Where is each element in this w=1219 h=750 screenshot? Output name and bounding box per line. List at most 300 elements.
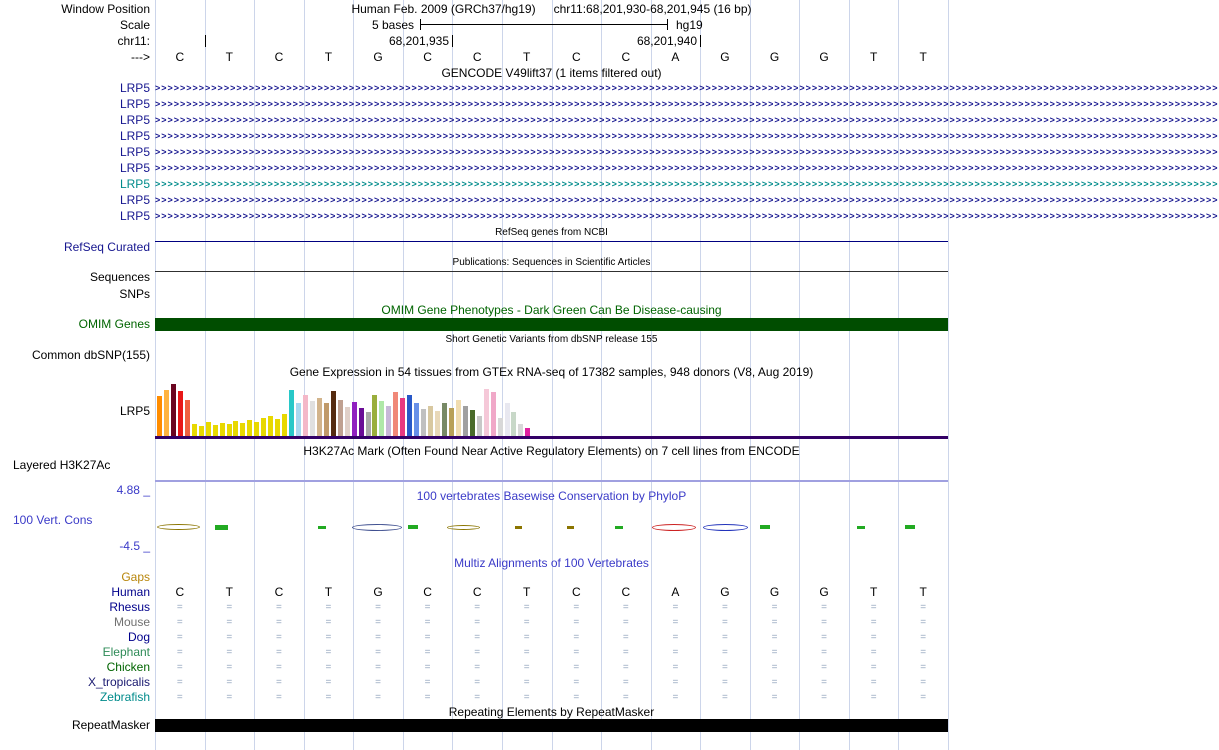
alignment-base: T [919, 585, 927, 599]
alignment-mark: = [176, 632, 183, 643]
alignment-mark: = [821, 602, 828, 613]
multiz-species-label[interactable]: Zebrafish [99, 690, 150, 704]
window-position-label: Window Position [61, 2, 150, 16]
alignment-mark: = [474, 662, 481, 673]
gencode-transcript-line[interactable]: >>>>>>>>>>>>>>>>>>>>>>>>>>>>>>>>>>>>>>>>>>>>>>>>>>>>>>>>>>>>>>>>>>>>>>>>>>>>>>>>>>>>>>>>>>>>>>>>>>>>>>>>>>>>>>>>>>>>>>>>>>>>>>>>>>>>>>>>>>>>>>>>>>>>>>>>>>>>>>>>>>>>>>>>>> [155, 163, 1219, 173]
alignment-base: T [869, 585, 878, 599]
alignment-mark: = [920, 662, 927, 673]
alignment-mark: = [920, 632, 927, 643]
gencode-transcript-line[interactable]: >>>>>>>>>>>>>>>>>>>>>>>>>>>>>>>>>>>>>>>>>>>>>>>>>>>>>>>>>>>>>>>>>>>>>>>>>>>>>>>>>>>>>>>>>>>>>>>>>>>>>>>>>>>>>>>>>>>>>>>>>>>>>>>>>>>>>>>>>>>>>>>>>>>>>>>>>>>>>>>>>>>>>>>>>> [155, 195, 1219, 205]
phylop-mark [515, 526, 522, 529]
repeatmasker-bar[interactable] [155, 719, 948, 732]
repeatmasker-label[interactable]: RepeatMasker [71, 718, 150, 732]
gencode-transcript-label[interactable]: LRP5 [119, 113, 150, 127]
gencode-transcript-row[interactable] [0, 192, 1219, 208]
sequences-label[interactable]: Sequences [89, 270, 150, 284]
alignment-mark: = [622, 617, 629, 628]
scale-assembly-label: hg19 [676, 18, 703, 32]
alignment-mark: = [474, 677, 481, 688]
h3k27ac-label[interactable]: Layered H3K27Ac [13, 458, 111, 472]
alignment-mark: = [870, 677, 877, 688]
base-row [0, 50, 950, 64]
gtex-tissue-bar[interactable] [261, 418, 266, 436]
gtex-tissue-bar[interactable] [233, 421, 238, 436]
alignment-base: T [324, 585, 333, 599]
alignment-mark: = [622, 632, 629, 643]
ruler-base: C [423, 50, 432, 64]
gtex-tissue-bar[interactable] [324, 403, 329, 436]
alignment-mark: = [325, 617, 332, 628]
gencode-transcript-label[interactable]: LRP5 [119, 81, 150, 95]
gencode-transcript-line[interactable]: >>>>>>>>>>>>>>>>>>>>>>>>>>>>>>>>>>>>>>>>>>>>>>>>>>>>>>>>>>>>>>>>>>>>>>>>>>>>>>>>>>>>>>>>>>>>>>>>>>>>>>>>>>>>>>>>>>>>>>>>>>>>>>>>>>>>>>>>>>>>>>>>>>>>>>>>>>>>>>>>>>>>>>>>>> [155, 147, 1219, 157]
gtex-tissue-bar[interactable] [289, 390, 294, 436]
gtex-tissue-bar[interactable] [470, 410, 475, 436]
scale-bar-line [421, 24, 667, 25]
phylop-mark [318, 526, 326, 529]
chrom-label: chr11: [117, 34, 150, 48]
multiz-row-zebrafish[interactable] [0, 690, 950, 705]
gtex-tissue-bar[interactable] [199, 426, 204, 436]
gencode-transcript-line[interactable]: >>>>>>>>>>>>>>>>>>>>>>>>>>>>>>>>>>>>>>>>>>>>>>>>>>>>>>>>>>>>>>>>>>>>>>>>>>>>>>>>>>>>>>>>>>>>>>>>>>>>>>>>>>>>>>>>>>>>>>>>>>>>>>>>>>>>>>>>>>>>>>>>>>>>>>>>>>>>>>>>>>>>>>>>>> [155, 131, 1219, 141]
omim-genes-bar[interactable] [155, 318, 948, 331]
gencode-transcript-label[interactable]: LRP5 [119, 209, 150, 223]
alignment-mark: = [275, 662, 282, 673]
alignment-mark: = [821, 662, 828, 673]
scale-bar [420, 19, 668, 30]
alignment-mark: = [870, 692, 877, 703]
gencode-transcript-row[interactable] [0, 160, 1219, 176]
publications-title[interactable]: Publications: Sequences in Scientific Articles [452, 257, 651, 268]
gencode-title[interactable]: GENCODE V49lift37 (1 items filtered out) [441, 66, 662, 80]
ruler-base: T [225, 50, 234, 64]
gencode-transcript-row[interactable] [0, 80, 1219, 96]
gtex-tissue-bar[interactable] [310, 401, 315, 436]
alignment-mark: = [573, 677, 580, 688]
ruler-tick [700, 35, 701, 47]
gtex-tissue-bar[interactable] [317, 398, 322, 436]
gtex-tissue-bar[interactable] [282, 414, 287, 436]
multiz-species-label[interactable]: X_tropicalis [87, 675, 150, 689]
alignment-mark: = [821, 677, 828, 688]
gencode-transcript-row[interactable] [0, 208, 1219, 224]
gtex-tissue-bar[interactable] [505, 403, 510, 436]
ruler-base: C [472, 50, 482, 64]
gtex-tissue-bar[interactable] [213, 425, 218, 436]
alignment-mark: = [424, 677, 431, 688]
alignment-mark: = [622, 647, 629, 658]
alignment-mark: = [672, 602, 679, 613]
alignment-mark: = [622, 602, 629, 613]
alignment-mark: = [375, 632, 381, 643]
alignment-mark: = [424, 602, 431, 613]
phylop-mark [905, 525, 915, 529]
alignment-base: G [819, 585, 829, 599]
gtex-tissue-bar[interactable] [525, 428, 530, 436]
gtex-tissue-bar[interactable] [366, 412, 371, 436]
alignment-mark: = [523, 662, 530, 673]
ruler-base: T [869, 50, 878, 64]
multiz-title[interactable]: Multiz Alignments of 100 Vertebrates [454, 556, 649, 570]
multiz-species-label[interactable]: Elephant [102, 645, 150, 659]
phylop-title[interactable]: 100 vertebrates Basewise Conservation by PhyloP [416, 489, 687, 503]
gtex-tissue-bar[interactable] [220, 423, 225, 436]
alignment-mark: = [573, 632, 580, 643]
gencode-transcript-row[interactable] [0, 144, 1219, 160]
gtex-tissue-bar[interactable] [379, 401, 384, 436]
multiz-species-label[interactable]: Dog [127, 630, 150, 644]
ruler-base: G [769, 50, 780, 64]
ruler-base: T [919, 50, 927, 64]
phylop-mark [760, 525, 770, 529]
alignment-mark: = [474, 632, 481, 643]
gtex-tissue-bar[interactable] [157, 396, 162, 436]
gtex-tissue-bar[interactable] [171, 384, 176, 436]
gtex-tissue-bar[interactable] [386, 406, 391, 436]
alignment-mark: = [722, 617, 728, 628]
alignment-mark: = [523, 602, 530, 613]
alignment-mark: = [176, 617, 183, 628]
alignment-mark: = [375, 617, 381, 628]
alignment-base: C [621, 585, 631, 599]
gtex-tissue-bar[interactable] [254, 422, 259, 436]
gencode-transcript-label[interactable]: LRP5 [119, 129, 150, 143]
alignment-mark: = [325, 692, 332, 703]
alignment-mark: = [722, 632, 728, 643]
alignment-mark: = [771, 632, 778, 643]
alignment-mark: = [771, 617, 778, 628]
alignment-mark: = [771, 602, 778, 613]
gtex-tissue-bar[interactable] [518, 424, 523, 436]
gencode-transcript-label[interactable]: LRP5 [119, 97, 150, 111]
gtex-title[interactable]: Gene Expression in 54 tissues from GTEx RNA-seq of 17382 samples, 948 donors (V8, Aug 2019) [289, 365, 814, 379]
alignment-mark: = [622, 692, 629, 703]
alignment-mark: = [573, 602, 580, 613]
omim-genes-label[interactable]: OMIM Genes [78, 317, 150, 331]
ruler-base: A [671, 50, 680, 64]
alignment-mark: = [176, 602, 183, 613]
gtex-tissue-bar[interactable] [268, 416, 273, 436]
gtex-tissue-bar[interactable] [240, 423, 245, 436]
alignment-mark: = [722, 677, 728, 688]
alignment-mark: = [672, 677, 679, 688]
gtex-tissue-bar[interactable] [185, 400, 190, 436]
dbsnp-label[interactable]: Common dbSNP(155) [31, 348, 150, 362]
alignment-mark: = [870, 662, 877, 673]
phylop-max-label: 4.88 _ [116, 483, 150, 497]
alignment-mark: = [424, 692, 431, 703]
multiz-species-label[interactable]: Gaps [121, 570, 150, 584]
alignment-mark: = [325, 602, 332, 613]
gtex-tissue-bar[interactable] [414, 403, 419, 436]
gencode-transcript-line[interactable]: >>>>>>>>>>>>>>>>>>>>>>>>>>>>>>>>>>>>>>>>>>>>>>>>>>>>>>>>>>>>>>>>>>>>>>>>>>>>>>>>>>>>>>>>>>>>>>>>>>>>>>>>>>>>>>>>>>>>>>>>>>>>>>>>>>>>>>>>>>>>>>>>>>>>>>>>>>>>>>>>>>>>>>>>>> [155, 99, 1219, 109]
gtex-tissue-bar[interactable] [352, 402, 357, 436]
alignment-base: C [423, 585, 432, 599]
ruler-coordinate: 68,201,935 [388, 34, 449, 48]
alignment-base: C [274, 585, 284, 599]
alignment-mark: = [275, 677, 282, 688]
alignment-mark: = [474, 647, 481, 658]
gtex-tissue-bar[interactable] [511, 412, 516, 436]
alignment-mark: = [821, 647, 828, 658]
alignment-mark: = [176, 647, 183, 658]
omim-title[interactable]: OMIM Gene Phenotypes - Dark Green Can Be Disease-causing [381, 303, 722, 317]
snps-label[interactable]: SNPs [119, 287, 150, 301]
multiz-row-mouse[interactable] [0, 615, 950, 630]
multiz-species-label[interactable]: Mouse [113, 615, 150, 629]
alignment-mark: = [523, 647, 530, 658]
gencode-transcript-line[interactable]: >>>>>>>>>>>>>>>>>>>>>>>>>>>>>>>>>>>>>>>>>>>>>>>>>>>>>>>>>>>>>>>>>>>>>>>>>>>>>>>>>>>>>>>>>>>>>>>>>>>>>>>>>>>>>>>>>>>>>>>>>>>>>>>>>>>>>>>>>>>>>>>>>>>>>>>>>>>>>>>>>>>>>>>>>> [155, 83, 1219, 93]
gtex-tissue-bar[interactable] [442, 403, 447, 436]
alignment-mark: = [226, 602, 233, 613]
alignment-base: T [523, 585, 531, 599]
multiz-row-gaps[interactable] [0, 570, 950, 585]
gtex-tissue-bar[interactable] [407, 395, 412, 436]
alignment-mark: = [870, 602, 877, 613]
alignment-mark: = [573, 647, 580, 658]
alignment-mark: = [474, 617, 481, 628]
alignment-mark: = [920, 677, 927, 688]
gtex-tissue-bar[interactable] [296, 403, 301, 436]
phylop-mark [652, 524, 696, 531]
alignment-mark: = [275, 602, 282, 613]
gencode-transcript-label[interactable]: LRP5 [119, 177, 150, 191]
ruler-base: C [621, 50, 631, 64]
alignment-mark: = [226, 662, 233, 673]
alignment-mark: = [870, 617, 877, 628]
ruler-base: G [373, 50, 383, 64]
gtex-gene-label[interactable]: LRP5 [119, 404, 150, 418]
alignment-mark: = [275, 692, 282, 703]
refseq-curated-label[interactable]: RefSeq Curated [63, 240, 150, 254]
alignment-mark: = [672, 647, 679, 658]
gtex-tissue-bar[interactable] [227, 424, 232, 436]
h3k27ac-signal-line[interactable] [155, 480, 948, 482]
ruler-coordinate: 68,201,940 [636, 34, 697, 48]
alignment-mark: = [722, 662, 728, 673]
gtex-tissue-bar[interactable] [491, 392, 496, 436]
alignment-mark: = [573, 617, 580, 628]
gencode-transcript-label[interactable]: LRP5 [119, 161, 150, 175]
multiz-rows[interactable] [0, 570, 950, 705]
alignment-mark: = [176, 677, 183, 688]
gtex-tissue-bar[interactable] [456, 400, 461, 436]
gencode-transcript-row[interactable] [0, 176, 1219, 192]
gencode-transcript-row[interactable] [0, 128, 1219, 144]
alignment-mark: = [226, 677, 233, 688]
alignment-mark: = [325, 647, 332, 658]
gtex-tissue-bar[interactable] [372, 395, 377, 436]
alignment-mark: = [771, 647, 778, 658]
gtex-bar-chart[interactable] [155, 383, 948, 436]
position-range: chr11:68,201,930-68,201,945 (16 bp) [553, 2, 752, 16]
phylop-min-label: -4.5 _ [119, 539, 150, 553]
multiz-row-rhesus[interactable] [0, 600, 950, 615]
ruler-base: C [274, 50, 284, 64]
multiz-species-label[interactable]: Chicken [106, 660, 150, 674]
ruler-base: T [523, 50, 531, 64]
alignment-mark: = [771, 692, 778, 703]
alignment-mark: = [771, 677, 778, 688]
phylop-label[interactable]: 100 Vert. Cons [13, 513, 93, 527]
alignment-mark: = [722, 692, 728, 703]
gtex-tissue-bar[interactable] [428, 406, 433, 436]
multiz-species-label[interactable]: Rhesus [109, 600, 150, 614]
ruler [0, 34, 950, 47]
alignment-mark: = [920, 647, 927, 658]
refseq-gene-line[interactable] [155, 241, 948, 242]
scale-label: Scale [119, 18, 150, 32]
gtex-tissue-bar[interactable] [449, 408, 454, 436]
alignment-mark: = [920, 602, 927, 613]
alignment-base: G [373, 585, 383, 599]
gtex-tissue-bar[interactable] [498, 418, 503, 436]
alignment-mark: = [176, 692, 183, 703]
multiz-row-x_tropicalis[interactable] [0, 675, 950, 690]
gencode-transcript-label[interactable]: LRP5 [119, 193, 150, 207]
gencode-transcript-line[interactable]: >>>>>>>>>>>>>>>>>>>>>>>>>>>>>>>>>>>>>>>>>>>>>>>>>>>>>>>>>>>>>>>>>>>>>>>>>>>>>>>>>>>>>>>>>>>>>>>>>>>>>>>>>>>>>>>>>>>>>>>>>>>>>>>>>>>>>>>>>>>>>>>>>>>>>>>>>>>>>>>>>>>>>>>>>> [155, 115, 1219, 125]
gtex-tissue-bar[interactable] [484, 389, 489, 436]
gtex-tissue-bar[interactable] [345, 407, 350, 436]
gtex-tissue-bar[interactable] [359, 408, 364, 436]
gtex-tissue-bar[interactable] [435, 411, 440, 436]
phylop-mark [352, 524, 402, 531]
alignment-mark: = [870, 647, 877, 658]
alignment-base: G [720, 585, 730, 599]
alignment-mark: = [226, 692, 233, 703]
gtex-tissue-bar[interactable] [206, 422, 211, 436]
gencode-items[interactable] [0, 80, 1219, 224]
multiz-row-human[interactable] [0, 585, 950, 600]
alignment-mark: = [870, 632, 877, 643]
alignment-mark: = [375, 647, 381, 658]
alignment-mark: = [821, 692, 828, 703]
alignment-mark: = [424, 617, 431, 628]
alignment-base: G [769, 585, 780, 599]
phylop-mark [408, 525, 418, 529]
alignment-mark: = [920, 617, 927, 628]
ruler-base: C [571, 50, 581, 64]
alignment-mark: = [275, 632, 282, 643]
alignment-mark: = [325, 677, 332, 688]
gencode-transcript-line[interactable]: >>>>>>>>>>>>>>>>>>>>>>>>>>>>>>>>>>>>>>>>>>>>>>>>>>>>>>>>>>>>>>>>>>>>>>>>>>>>>>>>>>>>>>>>>>>>>>>>>>>>>>>>>>>>>>>>>>>>>>>>>>>>>>>>>>>>>>>>>>>>>>>>>>>>>>>>>>>>>>>>>>>>>>>>>> [155, 211, 1219, 221]
gtex-tissue-bar[interactable] [463, 406, 468, 436]
gtex-tissue-bar[interactable] [247, 420, 252, 436]
phylop-signal-area[interactable] [155, 503, 948, 549]
alignment-base: C [472, 585, 482, 599]
h3k27ac-title[interactable]: H3K27Ac Mark (Often Found Near Active Regulatory Elements) on 7 cell lines from ENCODE [303, 444, 800, 458]
alignment-mark: = [424, 662, 431, 673]
gtex-tissue-bar[interactable] [164, 390, 169, 436]
gtex-tissue-bar[interactable] [192, 424, 197, 436]
multiz-row-chicken[interactable] [0, 660, 950, 675]
gtex-tissue-bar[interactable] [393, 392, 398, 436]
phylop-mark [157, 524, 200, 530]
gtex-tissue-bar[interactable] [178, 391, 183, 436]
alignment-mark: = [523, 632, 530, 643]
gtex-tissue-bar[interactable] [477, 416, 482, 436]
gencode-transcript-row[interactable] [0, 96, 1219, 112]
alignment-base: A [671, 585, 680, 599]
ruler-base: C [175, 50, 185, 64]
gencode-transcript-row[interactable] [0, 112, 1219, 128]
ruler-base: T [324, 50, 333, 64]
alignment-mark: = [523, 617, 530, 628]
alignment-mark: = [722, 602, 728, 613]
phylop-mark [703, 524, 748, 531]
alignment-mark: = [176, 662, 183, 673]
alignment-mark: = [573, 692, 580, 703]
alignment-mark: = [275, 617, 282, 628]
alignment-mark: = [375, 692, 381, 703]
alignment-mark: = [821, 632, 828, 643]
alignment-mark: = [920, 692, 927, 703]
gtex-tissue-bar[interactable] [275, 419, 280, 436]
alignment-base: T [225, 585, 234, 599]
ruler-base: G [819, 50, 829, 64]
alignment-mark: = [672, 632, 679, 643]
alignment-mark: = [672, 617, 679, 628]
multiz-row-dog[interactable] [0, 630, 950, 645]
alignment-mark: = [474, 602, 481, 613]
alignment-mark: = [424, 632, 431, 643]
repeatmasker-title[interactable]: Repeating Elements by RepeatMasker [448, 705, 655, 719]
window-position-title [155, 2, 948, 16]
gtex-tissue-bar[interactable] [338, 400, 343, 436]
alignment-mark: = [275, 647, 282, 658]
alignment-mark: = [375, 677, 381, 688]
scale-bases-label: 5 bases [371, 18, 414, 32]
alignment-mark: = [226, 632, 233, 643]
gtex-tissue-bar[interactable] [303, 395, 308, 436]
phylop-mark [447, 525, 480, 530]
alignment-mark: = [821, 617, 828, 628]
phylop-mark [215, 525, 228, 530]
alignment-base: C [571, 585, 581, 599]
alignment-mark: = [672, 662, 679, 673]
phylop-mark [615, 526, 623, 529]
phylop-mark [857, 526, 865, 529]
gtex-gene-line[interactable] [155, 436, 948, 439]
multiz-row-elephant[interactable] [0, 645, 950, 660]
alignment-mark: = [226, 617, 233, 628]
alignment-mark: = [672, 692, 679, 703]
sequences-line[interactable] [155, 271, 948, 272]
dbsnp-title[interactable]: Short Genetic Variants from dbSNP release 155 [445, 334, 658, 345]
gtex-tissue-bar[interactable] [421, 409, 426, 436]
alignment-mark: = [573, 662, 580, 673]
refseq-title[interactable]: RefSeq genes from NCBI [495, 227, 608, 238]
alignment-mark: = [523, 692, 530, 703]
alignment-mark: = [523, 677, 530, 688]
strand-label: ---> [131, 50, 150, 64]
alignment-mark: = [325, 662, 332, 673]
alignment-mark: = [375, 602, 381, 613]
ruler-tick [452, 35, 453, 47]
gencode-transcript-line[interactable]: >>>>>>>>>>>>>>>>>>>>>>>>>>>>>>>>>>>>>>>>>>>>>>>>>>>>>>>>>>>>>>>>>>>>>>>>>>>>>>>>>>>>>>>>>>>>>>>>>>>>>>>>>>>>>>>>>>>>>>>>>>>>>>>>>>>>>>>>>>>>>>>>>>>>>>>>>>>>>>>>>>>>>>>>>> [155, 179, 1219, 189]
alignment-mark: = [622, 677, 629, 688]
assembly-name: Human Feb. 2009 (GRCh37/hg19) [351, 2, 536, 16]
alignment-mark: = [722, 647, 728, 658]
alignment-base: C [175, 585, 185, 599]
alignment-mark: = [325, 632, 332, 643]
gencode-transcript-label[interactable]: LRP5 [119, 145, 150, 159]
alignment-mark: = [226, 647, 233, 658]
gtex-tissue-bar[interactable] [400, 398, 405, 436]
gtex-tissue-bar[interactable] [331, 391, 336, 436]
multiz-species-label[interactable]: Human [111, 585, 150, 599]
ruler-base: G [720, 50, 730, 64]
alignment-mark: = [622, 662, 629, 673]
